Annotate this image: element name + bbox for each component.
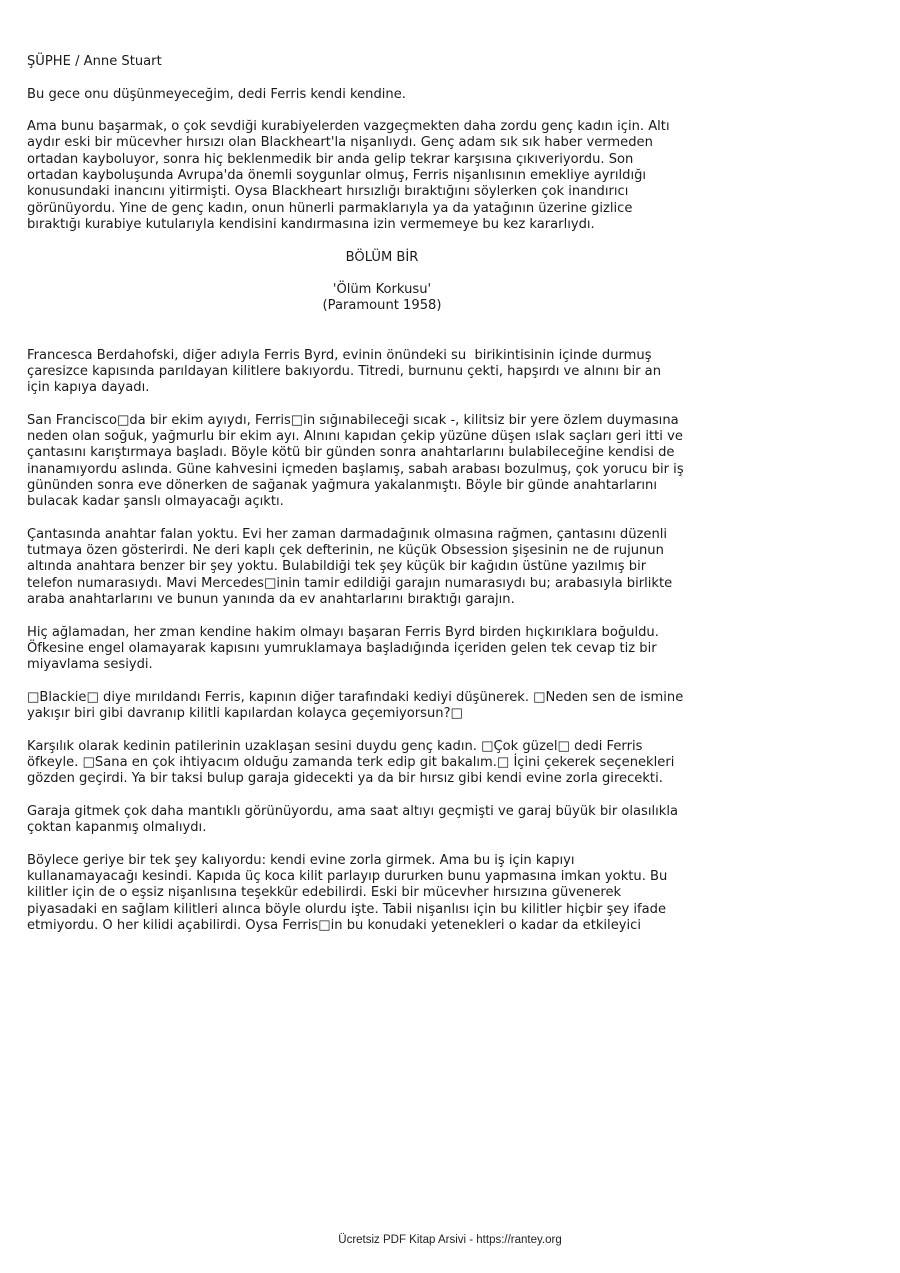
page-footer: Ücretsiz PDF Kitap Arsivi - https://rantey.org xyxy=(338,1234,562,1246)
text-line: Karşılık olarak kedinin patilerinin uzaklaşan sesini duydu genç kadın. □Çok güzel□ dedi Ferris xyxy=(27,738,643,754)
document-title: ŞÜPHE / Anne Stuart xyxy=(27,54,162,69)
text-line: miyavlama sesiydi. xyxy=(27,657,153,673)
body-paragraph xyxy=(27,739,727,788)
body-paragraph xyxy=(27,804,727,837)
text-line: piyasadaki en sağlam kilitleri alınca böyle olurdu işte. Tabii nişanlısı için bu kilitler hiçbir şey ifade xyxy=(27,901,667,917)
text-line: kilitler için de o eşsiz nişanlısına teşekkür edebilirdi. Eski bir mücevher hırsızına güvenerek xyxy=(27,885,622,901)
text-line: Garaja gitmek çok daha mantıklı görünüyordu, ama saat altıyı geçmişti ve garaj büyük bir olasılıkla xyxy=(27,803,679,819)
body-paragraph xyxy=(27,527,727,608)
synopsis-paragraph xyxy=(27,119,727,233)
text-line: yakışır biri gibi davranıp kilitli kapılardan kolayca geçemiyorsun?□ xyxy=(27,706,463,722)
text-line: inanamıyordu aslında. Güne kahvesini içmeden başlamış, sabah arabası bozulmuş, çok yorucu bir iş xyxy=(27,461,684,477)
text-line: aydır eski bir mücevher hırsızı olan Blackheart'la nişanlıydı. Genç adam sık sık haber vermeden xyxy=(27,135,653,151)
text-line: ortadan kayboluşunda Avrupa'da önemli soygunlar olmuş, Ferris nişanlısının emekliye ayrıldığı xyxy=(27,168,647,184)
text-line: Francesca Berdahofski, diğer adıyla Ferris Byrd, evinin önündeki su birikintisinin içinde durmuş xyxy=(27,347,652,363)
text-line: etmiyordu. O her kilidi açabilirdi. Oysa Ferris□in bu konudaki yetenekleri o kadar da etkileyici xyxy=(27,917,641,933)
text-line: telefon numarasıydı. Mavi Mercedes□inin tamir edildiği garajın numarasıydı bu; arabasıyla birlikte xyxy=(27,575,673,591)
chapter-header xyxy=(0,250,727,332)
text-line: Ama bunu başarmak, o çok sevdiği kurabiyelerden vazgeçmekten daha zordu genç kadın için. Altı xyxy=(27,119,670,135)
text-line: çantasını karıştırmaya başladı. Böyle kötü bir günden sonra anahtarlarını bulabileceğine kendisi de xyxy=(27,445,675,461)
text-line: öfkeyle. □Sana en çok ihtiyacım olduğu zamanda terk edip git bakalım.□ İçini çekerek seçenekleri xyxy=(27,754,675,770)
text-line: bulacak kadar şanslı olmayacağı açıktı. xyxy=(27,494,284,510)
body-paragraph xyxy=(27,625,727,674)
chapter-subtitle-source: (Paramount 1958) xyxy=(322,298,442,314)
text-line: çoktan kapanmış olmalıydı. xyxy=(27,820,207,836)
text-line: □Blackie□ diye mırıldandı Ferris, kapının diğer tarafındaki kediyi düşünerek. □Neden sen de ismine xyxy=(27,689,684,705)
text-line: için kapıya dayadı. xyxy=(27,380,150,396)
text-line: neden olan soğuk, yağmurlu bir ekim ayı. Alnını kapıdan çekip yüzüne düşen ıslak saçları geri itti ve xyxy=(27,429,683,445)
chapter-subtitle: 'Ölüm Korkusu' xyxy=(332,282,432,298)
text-line: ortadan kayboluyor, sonra hiç beklenmedik bir anda gelip tekrar karşısına çıkıveriyordu. Son xyxy=(27,151,634,167)
text-line: görünüyordu. Yine de genç kadın, onun hünerli parmaklarıyla ya da yatağının üzerine gizlice xyxy=(27,200,633,216)
text-line: kullanamayacağı kesindi. Kapıda üç koca kilit parlayıp dururken bunu yapmasına imkan yoktu. Bu xyxy=(27,869,668,885)
document-page xyxy=(27,54,727,951)
text-line: San Francisco□da bir ekim ayıydı, Ferris□in sığınabileceği sıcak -, kilitsiz bir yere özlem duymasına xyxy=(27,412,679,428)
text-line: bıraktığı kurabiye kutularıyla kendisini kandırmasına izin vermemeye bu kez kararlıydı. xyxy=(27,216,595,232)
text-line: araba anahtarlarını ve bunun yanında da ev anahtarlarını bıraktığı garajın. xyxy=(27,592,515,608)
text-line: Hiç ağlamadan, her zman kendine hakim olmayı başaran Ferris Byrd birden hıçkırıklara boğuldu. xyxy=(27,624,659,640)
intro-line: Bu gece onu düşünmeyeceğim, dedi Ferris kendi kendine. xyxy=(27,86,406,102)
text-line: Öfkesine engel olamayarak kapısını yumruklamaya başladığında içeriden gelen tek cevap tiz bir xyxy=(27,640,657,656)
text-line: çaresizce kapısında parıldayan kilitlere bakıyordu. Titredi, burnunu çekti, hapşırdı ve alnını bir an xyxy=(27,363,661,379)
body-paragraph xyxy=(27,348,727,397)
text-line: altında anahtara benzer bir şey yoktu. Bulabildiği tek şey küçük bir kağıdın üstüne yazılmış bir xyxy=(27,559,647,575)
body-paragraph xyxy=(27,413,727,511)
text-line: konusundaki inancını yitirmişti. Oysa Blackheart hırsızlığı bıraktığını söylerken çok inandırıcı xyxy=(27,184,629,200)
text-line: gününden sonra eve dönerken de sağanak yağmura yakalanmıştı. Böyle bir günde anahtarlarını xyxy=(27,477,657,493)
text-line: Böylece geriye bir tek şey kalıyordu: kendi evine zorla girmek. Ama bu iş için kapıyı xyxy=(27,852,575,868)
chapter-heading: BÖLÜM BİR xyxy=(345,249,419,265)
body-paragraph xyxy=(27,690,727,723)
text-line: tutmaya özen gösterirdi. Ne deri kaplı çek defterinin, ne küçük Obsession şişesinin ne de rujunun xyxy=(27,543,664,559)
text-line: Çantasında anahtar falan yoktu. Evi her zaman darmadağınık olmasına rağmen, çantasını düzenli xyxy=(27,526,668,542)
body-paragraph xyxy=(27,853,727,934)
text-line: gözden geçirdi. Ya bir taksi bulup garaja gidecekti ya da bir hırsız gibi kendi evine zorla girecekti. xyxy=(27,771,663,787)
